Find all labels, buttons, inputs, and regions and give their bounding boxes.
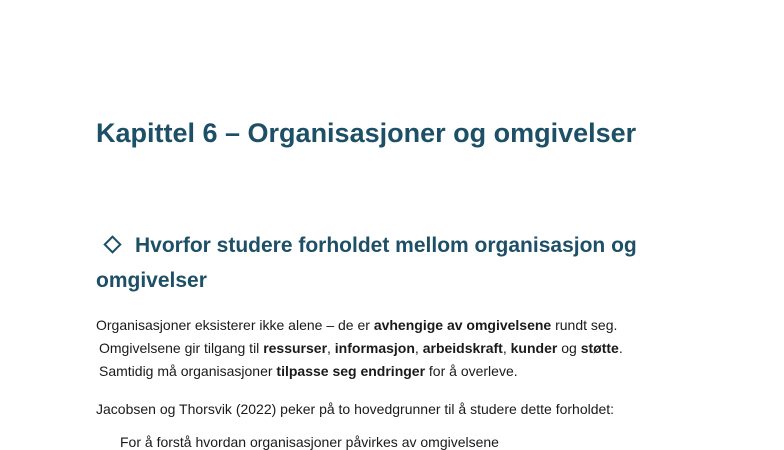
text-run: Organisasjoner eksisterer ikke alene – de er (96, 317, 374, 333)
text-run: , (327, 340, 335, 356)
text-run: , (414, 340, 423, 356)
section-heading (96, 228, 736, 298)
bold-run: kunder (510, 340, 558, 356)
text-run: og (557, 340, 581, 356)
text-run: for å overleve. (425, 363, 518, 379)
diamond-bullet-icon (103, 236, 121, 254)
chapter-title: Kapittel 6 – Organisasjoner og omgivelser (96, 118, 637, 148)
list-item: For å forstå hvordan organisasjoner påvirkes av omgivelsene (120, 434, 499, 450)
intro-paragraph (96, 314, 736, 383)
bold-run: støtte (580, 340, 619, 356)
section-heading-text: Hvorfor studere forholdet mellom organisasjon og omgivelser (96, 234, 637, 292)
text-run: , (502, 340, 511, 356)
text-run: Omgivelsene gir tilgang til (99, 340, 264, 356)
reasons-intro-paragraph: Jacobsen og Thorsvik (2022) peker på to hovedgrunner til å studere dette forholdet: (96, 401, 615, 417)
bold-run: ressurser (263, 340, 328, 356)
paragraph-line (96, 337, 736, 360)
paragraph-line (96, 314, 736, 337)
paragraph-line (96, 360, 736, 383)
bold-run: tilpasse seg endringer (276, 363, 426, 379)
text-run: rundt seg. (551, 317, 618, 333)
bold-run: informasjon (334, 340, 415, 356)
bold-run: avhengige av omgivelsene (373, 317, 552, 333)
bold-run: arbeidskraft (422, 340, 503, 356)
text-run: Samtidig må organisasjoner (99, 363, 277, 379)
text-run: . (618, 340, 623, 356)
